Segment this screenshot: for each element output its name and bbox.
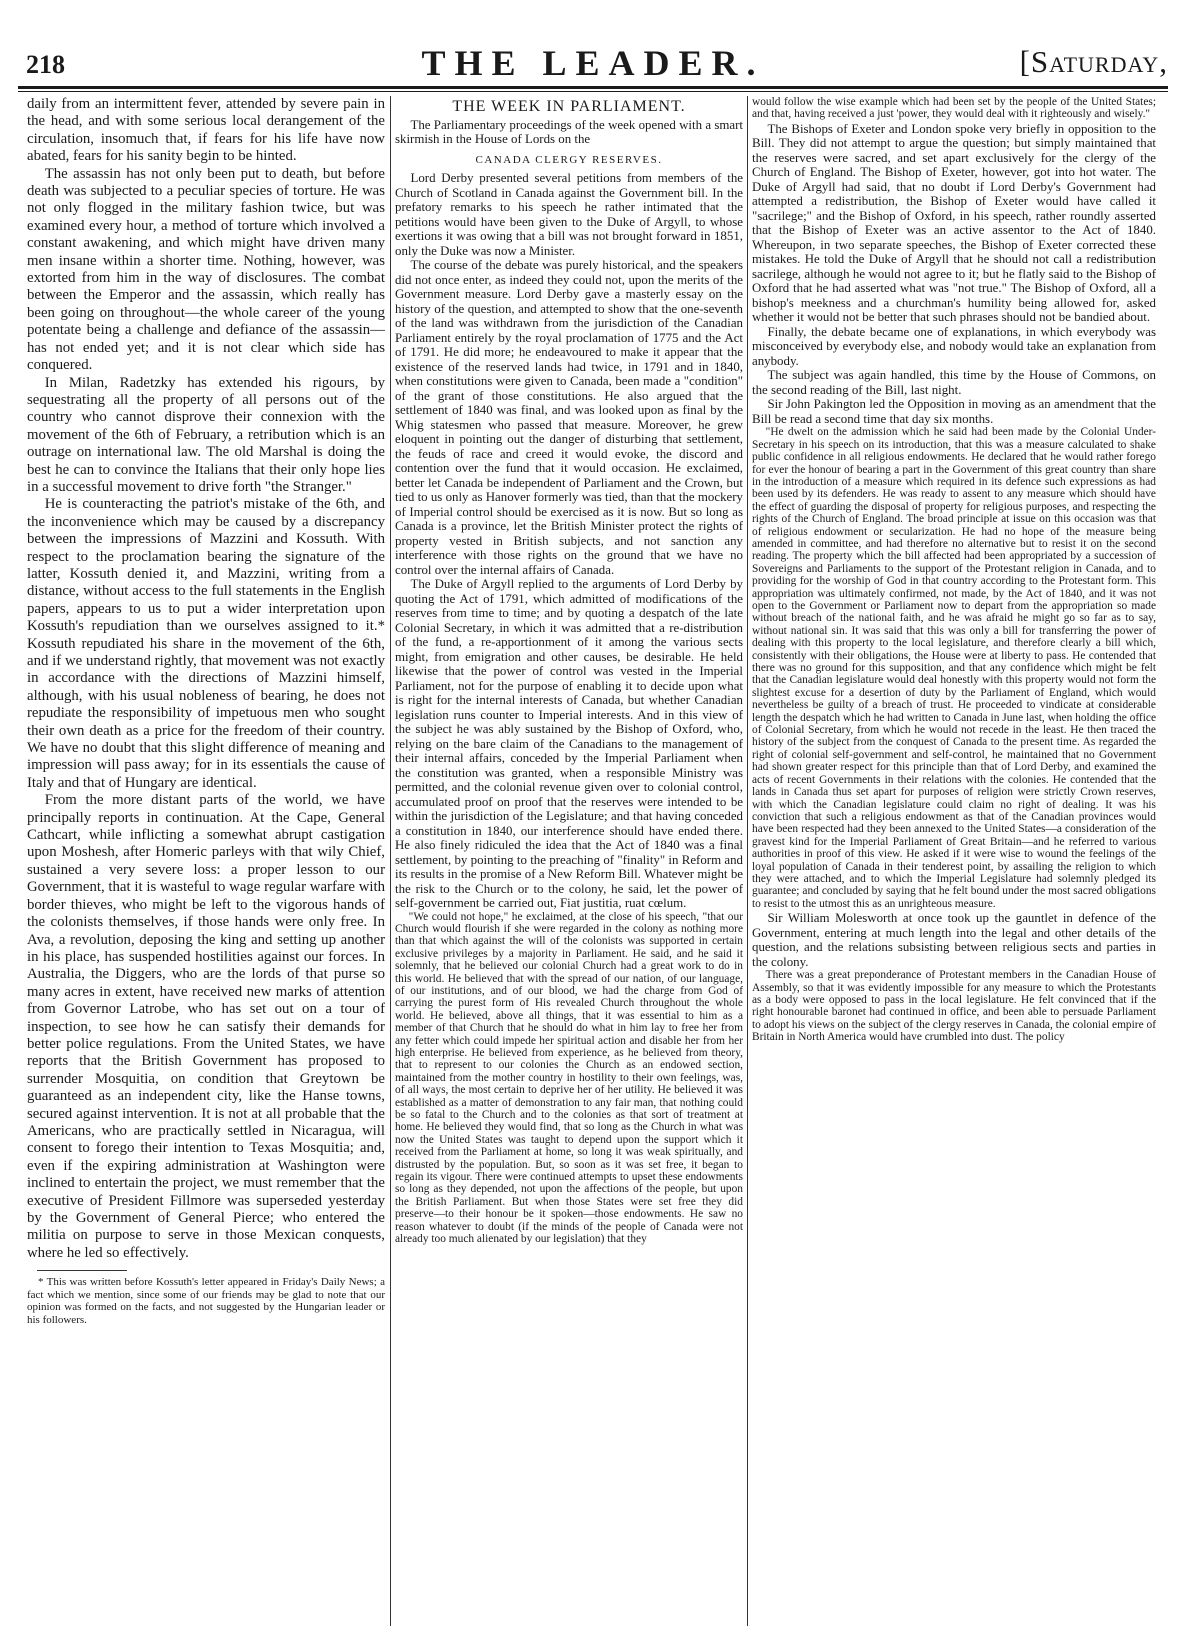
quoted-speech-continued: would follow the wise example which had been set by the people of the United States; and that, having received a just 'power, they would deal with it righteously and wisely." bbox=[752, 96, 1156, 121]
section-intro: The Parliamentary proceedings of the week opened with a smart skirmish in the House of Lords on the bbox=[395, 117, 743, 146]
footnote: * This was written before Kossuth's letter appeared in Friday's Daily News; a fact which we mention, since some of our friends may be glad to note that our opinion was formed on the facts, and not suggested by the Hungarian leader or his followers. bbox=[27, 1276, 385, 1326]
quoted-speech: "He dwelt on the admission which he said had been made by the Colonial Under-Secretary in his speech on its introduction, that this was a measure calculated to shake public confidence in all religious endowments. He declared that he would rather forego for ever the honour of bearing a part in the Government of this great country than share in the introduction of a measure which required in its defence such expressions as had been used by its defenders. He was ready to assent to any measure which should have the effect of guarding the disposal of property for religious purposes, and respecting the rights of the Church of England. The broad principle at issue on this occasion was that of religious endowment or secularization. He had no hope of the measure being amended in committee, and had therefore no alternative but to resist it on the second reading. The property which the bill affected had been appropriated by a succession of Sovereigns and Parliaments to the support of the Protestant religion in Canada, and to providing for the worship of God in that country according to the Protestant form. This appropriation was ultimately confirmed, not made, by the Act of 1840, and it was not open to the Government or Parliament now to depart from the appropriation so made without breach of the national faith, and he was afraid he might go so far as to say, without national sin. It was said that this was only a bill for transferring the power of dealing with this property to the local legislature, and therefore clearly a bill which, consistently with their obligations, the House were at liberty to pass. He contended that there was no ground for this supposition, and that any confidence which might be felt that the Canadian legislature would deal honestly with this property would not form the slightest excuse for a desertion of duty by the Parliament of England, which would nevertheless be guilty of a breach of trust. He proceeded to vindicate at considerable length the despatch which he had written to Canada in June last, when holding the office of Colonial Secretary, from which he would not recede in the least. He then traced the history of the subject from the conquest of Canada to the present time. As regarded the right of colonial self-government and self-control, he maintained that no Government had shown greater respect for this principle than that of Lord Derby, and examined the acts of recent Governments in their relations with the colonies. He contended that the lands in Canada thus set apart for purposes of religion were strictly Crown reserves, with which the Canadian legislature could claim no right of dealing. It was his conviction that such a religious endowment as that of the Canadian provinces would have been respected had they been annexed to the United States—a consideration of the gravest kind for the Imperial Parliament of Great Britain—and he referred to various authorities in proof of this view. He asked if it were wise to wound the feelings of the loyal population of Canada in their tenderest point, by assailing the religion to which they were attached, and to which the Imperial Legislature had solemnly pledged its guarantee; and concluded by saying that he felt bound under the most sacred obligations to resist to the utmost this as an unrighteous measure. bbox=[752, 426, 1156, 910]
article-paragraph: He is counteracting the patriot's mistake of the 6th, and the inconvenience which may be caused by a discrepancy between the impressions of Mazzini and Kossuth. With respect to the proclamation bearing the signature of the latter, Kossuth denied it, and Mazzini, writing from a distance, without access to the full statements in the English papers, appears to us to put a wider interpretation upon Kossuth's repudiation than we ourselves assigned to it.* Kossuth repudiated his share in the movement of the 6th, and if we understand rightly, that movement was not exactly in accordance with the directions of Mazzini himself, although, with his usual nobleness of bearing, he does not repudiate the responsibility of impetuous men who sought their own death as a price for the freedom of their country. We have no doubt that this slight difference of meaning and impression will pass away; for in its essentials the cause of Italy and that of Hungary are identical. bbox=[27, 496, 385, 791]
column-3 bbox=[752, 96, 1156, 1626]
page-number: 218 bbox=[26, 50, 65, 79]
article-paragraph: The course of the debate was purely historical, and the speakers did not once enter, as indeed they could not, upon the merits of the Government measure. Lord Derby gave a masterly essay on the history of the question, and attempted to show that the one-seventh of the land was withdrawn from the jurisdiction of the Canadian Parliament entirely by the royal proclamation of 1775 and the Act of 1791. He did more; he endeavoured to make it appear that the existence of the reserved lands had twice, in 1791 and in 1840, when constitutions were given to Canada, been made a "condition" of the grant of those constitutions. He also argued that the settlement of 1840 was final, and was looked upon as final by the Whig statesmen who passed that measure. Moreover, he grew eloquent in pointing out the danger of disturbing that settlement, the feuds of race and creed it would evoke, the discord and contention over the fund that it would occasion. He exclaimed, better let Canada be independent of Parliament and the Crown, but tied to us only as Hanover formerly was tied, than that the mockery of Imperial control should be exercised as it is now. But so long as Canada is a province, let the British Minister protect the rights of property vested in British subjects, and not sanction any interference with those rights on the ground that we have no control over the internal affairs of Canada. bbox=[395, 258, 743, 577]
article-paragraph: The Duke of Argyll replied to the arguments of Lord Derby by quoting the Act of 1791, which admitted of modifications of the reserves from time to time; and by quoting a despatch of the late Colonial Secretary, in which it was admitted that a re-distribution of the fund, a re-apportionment of it among the various sects might, from emigration and other causes, be desirable. He held likewise that the power of control was vested in the Imperial Parliament, not for the purpose of enabling it to decide upon what is right for the internal interests of Canada, but whether Canadian legislation runs counter to Imperial interests. And in this view of the subject he was ably sustained by the Bishop of Oxford, who, relying on the bare claim of the Canadians to the management of their internal affairs, conceded by the Imperial Parliament when the constitution was granted, when a responsible Ministry was permitted, and the colonial revenue given over to colonial control, accumulated proof on proof that the reserves were intended to be within the jurisdiction of the Legislature; and that having conceded a constitution in 1840, our interference should have ended there. He also finely ridiculed the idea that the Act of 1840 was a final settlement, by pointing to the preaching of "finality" in Reform and its results in the promise of a New Reform Bill. Whatever might be the risk to the Church or to the colony, he said, let the power of self-government be carried out, Fiat justitia, ruat cœlum. bbox=[395, 577, 743, 910]
footnote-rule bbox=[37, 1270, 127, 1271]
article-paragraph: daily from an intermittent fever, attended by severe pain in the head, and with some serious local derangement of the circulation, insomuch that, if fears for his life have now abated, fears for his sanity begin to be hinted. bbox=[27, 96, 385, 165]
column-divider bbox=[747, 96, 748, 1626]
masthead-rule bbox=[18, 86, 1168, 89]
article-paragraph: Lord Derby presented several petitions from members of the Church of Scotland in Canada against the Government bill. In the prefatory remarks to his speech he rather intimated that the petitions would have been given to the Duke of Argyll, to whose exertions it was owing that a bill was not brought forward in 1851, only the Duke was now a Minister. bbox=[395, 171, 743, 258]
article-paragraph: In Milan, Radetzky has extended his rigours, by sequestrating all the property of all persons out of the country who cannot disprove their connexion with the movement of the 6th of February, a retribution which is an outrage on international law. The old Marshal is doing the best he can to convince the Italians that their only hope lies in a successful movement to drive forth "the Stranger." bbox=[27, 374, 385, 495]
column-2 bbox=[395, 96, 743, 1626]
article-paragraph: The assassin has not only been put to death, but before death was subjected to a peculiar species of torture. He was not only flogged in the military fashion twice, but was examined every hour, a method of torture which involved a constant awakening, and which might have driven many men insane within a shorter time. Nothing, however, was extorted from him in the way of disclosures. The combat between the Emperor and the assassin, which really has been going on throughout—the whole career of the young potentate being a challenge and defiance of the assassin—has not ended yet; and it is not clear which side has conquered. bbox=[27, 165, 385, 374]
quoted-speech: "We could not hope," he exclaimed, at the close of his speech, "that our Church would flourish if she were regarded in the colony as nothing more than that which against the will of the colonists was supported in certain exclusive privileges by a majority in Parliament. He said, and he said it solemnly, that he believed our colonial Church had a great work to do in this world. He believed that with the spread of our nation, of our language, of our institutions, and of our blood, we had the charge from God of carrying the purest form of His revealed Church throughout the whole world. He believed, above all things, that it was essential to him as a member of that Church that he should do what in him lay to free her from any fetter which could impede her spiritual action and disable her from her high enterprise. He believed from experience, as he believed from theory, that to represent to our colonies the Church as an endowed section, maintained from the mother country in hostility to their own feelings, was, of all ways, the most certain to deprive her of her utility. He believed it was established as a matter of demonstration to any fair man, that nothing could be so fatal to the Church and to the colonies as that sort of treatment at home. He believed they would find, that so long as the Church in what was now the United States was taught to depend upon the support which it received from the Parliament at home, so long it was weak spiritually, and distrusted by the population. But, so soon as it was set free, it began to regain its vigour. There were continued attempts to upset these endowments so long as they depended, not upon the affections of the people, but upon the British Parliament. But when those States were set free they did preserve—to their honour be it spoken—those endowments. He saw no reason whatever to doubt (if the minds of the people of Canada were not already too much alienated by our legislation) that they bbox=[395, 910, 743, 1246]
paper-title: THE LEADER. bbox=[421, 43, 765, 83]
article-paragraph: From the more distant parts of the world, we have principally reports in continuation. At the Cape, General Cathcart, while inflicting a somewhat abrupt castigation upon Moshesh, after Homeric parleys with that wily Chief, sustained a very severe loss: a proper lesson to our Government, that it is wasteful to wage regular warfare with border thieves, who might be left to the vigorous hands of the colonists themselves, if those hands were only free. In Ava, a revolution, deposing the king and setting up another in his place, has suspended hostilities against our forces. In Australia, the Diggers, who are the lords of that purse so many acres in extent, have received new marks of attention from Governor Latrobe, who has set out on a tour of inspection, to see how he can satisfy their demands for better police regulations. From the United States, we have reports that the British Government has proposed to surrender Mosquitia, on condition that Greytown be guaranteed as an independent city, like the Hanse towns, secured against intervention. It is not at all probable that the Americans, who are practically settled in Nicaragua, will consent to forego their intention to Texas Mosquitia; and, even if the expiring administration at Washington were inclined to entertain the project, we must remember that the executive of President Fillmore was superseded yesterday by the Government of General Pierce; who entered the militia on purpose to serve in those Mexican conquests, where he led so effectively. bbox=[27, 792, 385, 1261]
quoted-speech: There was a great preponderance of Protestant members in the Canadian House of Assembly, so that it was evidently impossible for any measure to which the Protestants as a body were opposed to pass in the local legislature. He felt convinced that if the right honourable baronet had continued in office, and been able to persuade Parliament to adopt his views on the subject of the clergy reserves in Canada, the colonial empire of Britain in North America would have crumbled into dust. The policy bbox=[752, 969, 1156, 1044]
issue-day: [Saturday, bbox=[1019, 44, 1168, 79]
article-paragraph: Sir John Pakington led the Opposition in moving as an amendment that the Bill be read a second time that day six months. bbox=[752, 397, 1156, 426]
masthead-rule-thin bbox=[18, 91, 1168, 92]
article-paragraph: The Bishops of Exeter and London spoke very briefly in opposition to the Bill. They did not attempt to argue the question; but simply maintained that the reserves were sacred, and set apart exclusively for the clergy of the Church of England. The Bishop of Exeter, however, got into hot water. The Duke of Argyll had said, that no doubt if Lord Derby's Government had attempted a redistribution, the Bishop of Exeter would have called it "sacrilege;" and the Bishop of Oxford, in his speech, rather roundly asserted that the Bishop of Exeter was an active assentor to the Act of 1840. Whereupon, in two separate speeches, the Bishop of Exeter corrected these mistakes. He told the Duke of Argyll that he should not call a redistribution sacrilege, although he would not agree to it; but he flatly said to the Bishop of Oxford that he had asserted what was "not true." The Bishop of Oxford, all a bishop's meekness and a churchman's humility being allowed for, asked whether it would not be better that such phrases should not be bandied about. bbox=[752, 121, 1156, 325]
article-paragraph: Finally, the debate became one of explanations, in which everybody was misconceived by everybody else, and nobody would take an explanation from anybody. bbox=[752, 324, 1156, 368]
masthead bbox=[18, 36, 1168, 86]
column-1 bbox=[27, 96, 385, 1626]
article-paragraph: Sir William Molesworth at once took up the gauntlet in defence of the Government, entering at much length into the legal and other details of the question, and the relations subsisting between religious sects and parties in the colony. bbox=[752, 911, 1156, 969]
column-divider bbox=[390, 96, 391, 1626]
subheading: CANADA CLERGY RESERVES. bbox=[475, 153, 663, 166]
section-heading: THE WEEK IN PARLIAMENT. bbox=[452, 98, 686, 115]
article-paragraph: The subject was again handled, this time by the House of Commons, on the second reading of the Bill, last night. bbox=[752, 368, 1156, 397]
